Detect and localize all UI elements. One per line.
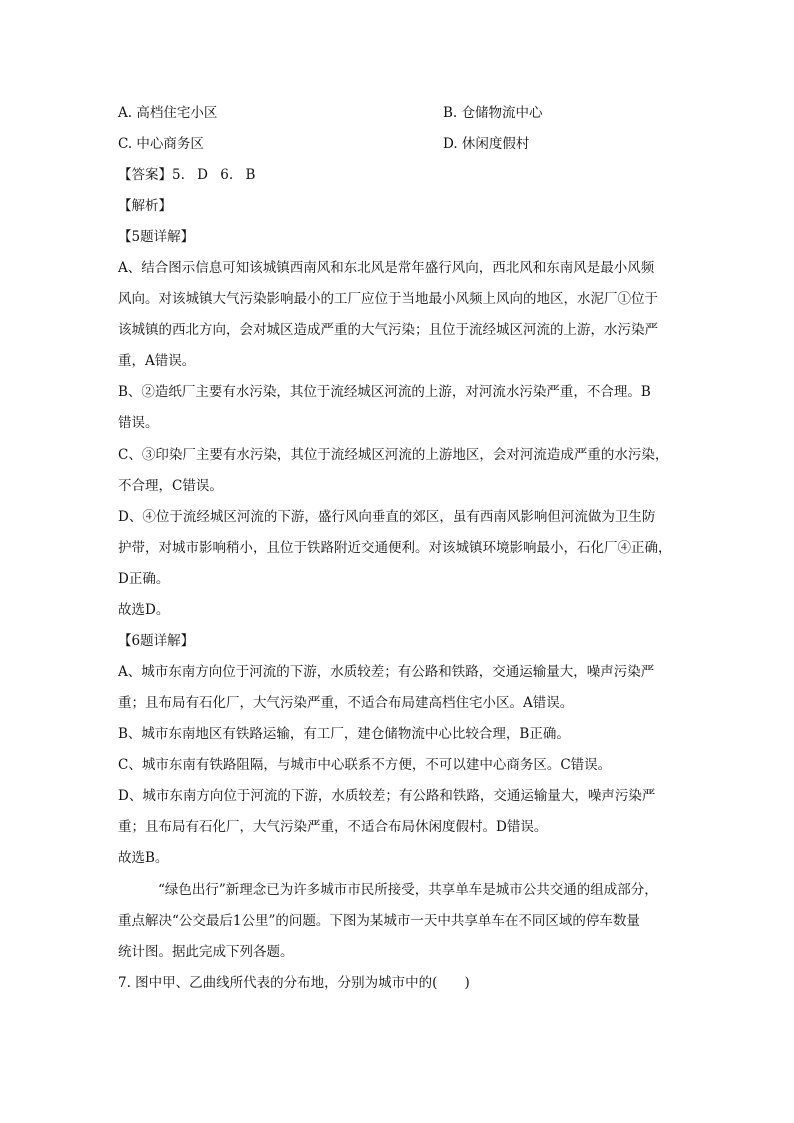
q5-line: A、结合图示信息可知该城镇西南风和东北风是常年盛行风向，西北风和东南风是最小风频 xyxy=(118,260,655,276)
passage-line: 重点解决“公交最后1公里”的问题。下图为某城市一天中共享单车在不同区域的停车数量 xyxy=(118,913,640,929)
q5-line: 该城镇的西北方向，会对城区造成严重的大气污染；且位于流经城区河流的上游，水污染严 xyxy=(118,322,658,338)
q5-line: D、④位于流经城区河流的下游，盛行风向垂直的郊区，虽有西南风影响但河流做为卫生防 xyxy=(118,509,656,525)
q6-line: 重；且布局有石化厂，大气污染严重，不适合布局休闲度假村。D错误。 xyxy=(118,819,548,835)
q6-line: A、城市东南方向位于河流的下游，水质较差；有公路和铁路，交通运输量大，噪声污染严 xyxy=(118,664,655,680)
option-a: A. 高档住宅小区 xyxy=(118,105,218,121)
q5-heading: 【5题详解】 xyxy=(118,229,195,245)
q5-line: C、③印染厂主要有水污染，其位于流经城区河流的上游地区，会对河流造成严重的水污染， xyxy=(118,447,669,463)
q5-line: 故选D。 xyxy=(118,602,170,618)
q5-line: D正确。 xyxy=(118,571,170,587)
q5-line: 不合理，C错误。 xyxy=(118,478,223,494)
q5-line: 护带，对城市影响稍小，且位于铁路附近交通便利。对该城镇环境影响最小，石化厂④正确， xyxy=(118,540,672,556)
q6-line: 重；且布局有石化厂，大气污染严重，不适合布局建高档住宅小区。A错误。 xyxy=(118,695,574,711)
q6-line: D、城市东南方向位于河流的下游，水质较差；有公路和铁路，交通运输量大，噪声污染严 xyxy=(118,788,656,804)
q5-line: B、②造纸厂主要有水污染，其位于流经城区河流的上游，对河流水污染严重，不合理。B xyxy=(118,384,651,400)
passage-line: 统计图。据此完成下列各题。 xyxy=(118,944,294,960)
answer-line: 【答案】5. D 6. B xyxy=(118,167,256,183)
q6-line: C、城市东南有铁路阻隔，与城市中心联系不方便，不可以建中心商务区。C错误。 xyxy=(118,757,612,773)
q5-line: 错误。 xyxy=(118,415,159,431)
q5-line: 风向。对该城镇大气污染影响最小的工厂应位于当地最小风频上风向的地区，水泥厂①位于 xyxy=(118,291,658,307)
passage-line: “绿色出行”新理念已为许多城市市民所接受，共享单车是城市公共交通的组成部分， xyxy=(158,882,658,898)
q6-heading: 【6题详解】 xyxy=(118,633,195,649)
q6-line: 故选B。 xyxy=(118,850,169,866)
q6-line: B、城市东南地区有铁路运输，有工厂，建仓储物流中心比较合理，B正确。 xyxy=(118,726,570,742)
question-7: 7. 图中甲、乙曲线所代表的分布地，分别为城市中的( ) xyxy=(118,975,470,991)
option-b: B. 仓储物流中心 xyxy=(443,105,543,121)
option-c: C. 中心商务区 xyxy=(118,136,204,152)
analysis-heading: 【解析】 xyxy=(118,198,172,214)
q5-line: 重，A错误。 xyxy=(118,353,196,369)
option-d: D. 休闲度假村 xyxy=(443,136,530,152)
